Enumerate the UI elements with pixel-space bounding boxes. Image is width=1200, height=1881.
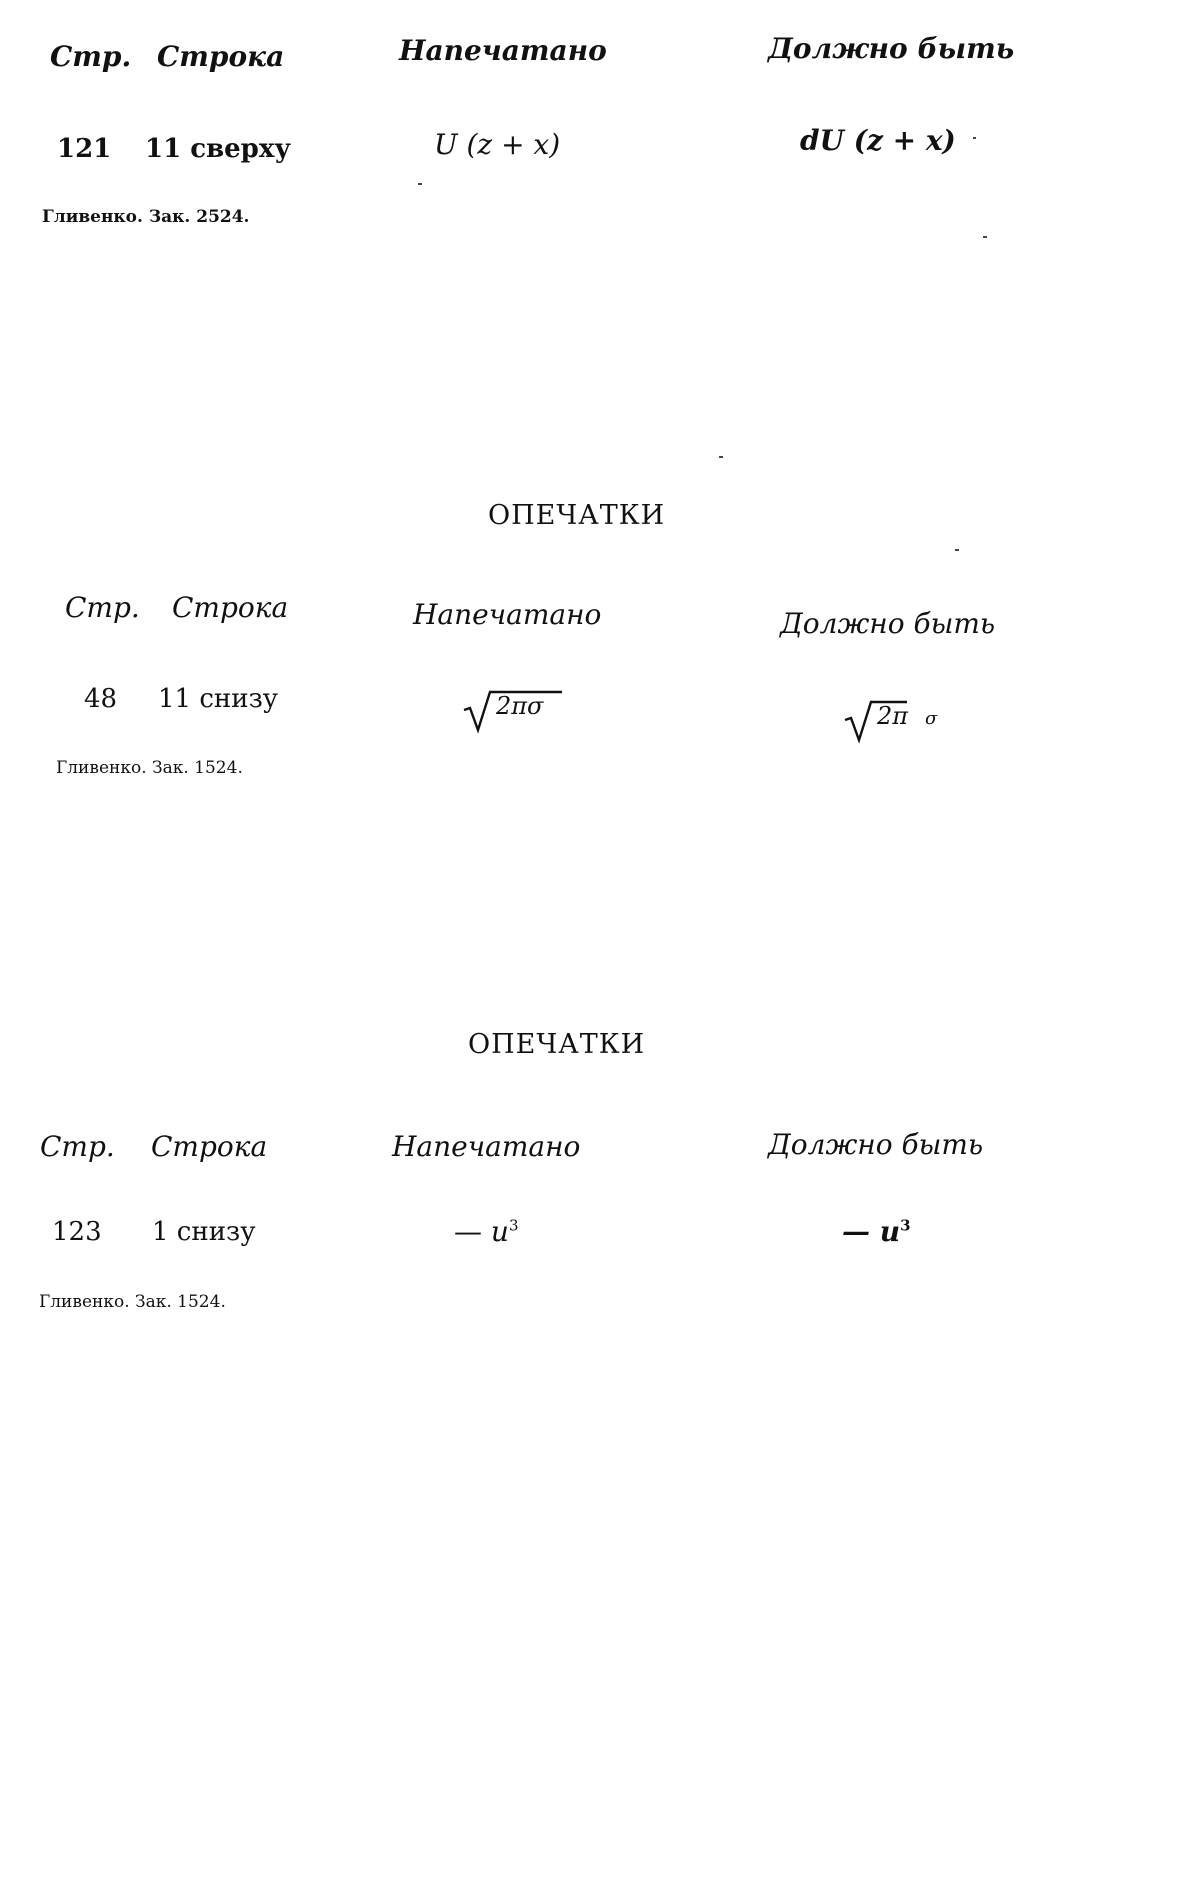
row-line: 11 сверху	[145, 134, 291, 164]
printed-base: — u	[454, 1215, 509, 1248]
header-line: Строка	[157, 40, 285, 73]
header-printed: Напечатано	[399, 34, 607, 67]
header-page: Стр.	[40, 1130, 115, 1163]
header-should-be: Должно быть	[780, 607, 996, 640]
header-line: Строка	[172, 591, 289, 624]
scan-speck	[955, 549, 959, 551]
printed-radicand: 2πσ	[496, 692, 544, 720]
correct-radicand: 2π	[877, 702, 909, 730]
footnote: Гливенко. Зак. 2524.	[42, 207, 250, 227]
header-should-be: Должно быть	[768, 1128, 984, 1161]
header-page: Стр.	[50, 40, 132, 73]
row-page: 123	[52, 1217, 102, 1247]
section-title: ОПЕЧАТКИ	[488, 500, 666, 531]
printed-exponent: 3	[508, 1216, 519, 1235]
scan-speck	[973, 137, 976, 139]
correct-formula	[842, 1215, 911, 1248]
scan-speck	[983, 236, 987, 238]
header-printed: Напечатано	[392, 1130, 581, 1163]
row-line: 1 снизу	[152, 1217, 256, 1247]
footnote: Гливенко. Зак. 1524.	[56, 758, 243, 778]
header-printed: Напечатано	[413, 598, 602, 631]
scan-speck	[418, 183, 422, 185]
row-line: 11 снизу	[158, 684, 279, 714]
row-page: 121	[57, 134, 112, 164]
footnote: Гливенко. Зак. 1524.	[39, 1292, 226, 1312]
scan-speck	[719, 456, 723, 458]
correct-exponent: 3	[900, 1216, 911, 1235]
correct-base: — u	[842, 1215, 901, 1248]
section-title: ОПЕЧАТКИ	[468, 1029, 646, 1060]
printed-formula: U (z + x)	[434, 128, 561, 161]
printed-formula	[454, 1215, 518, 1248]
correct-formula: dU (z + x)	[800, 124, 956, 157]
header-should-be: Должно быть	[768, 32, 1015, 65]
correct-suffix: σ	[925, 708, 938, 729]
header-page: Стр.	[65, 591, 140, 624]
header-line: Строка	[151, 1130, 268, 1163]
row-page: 48	[84, 684, 118, 714]
